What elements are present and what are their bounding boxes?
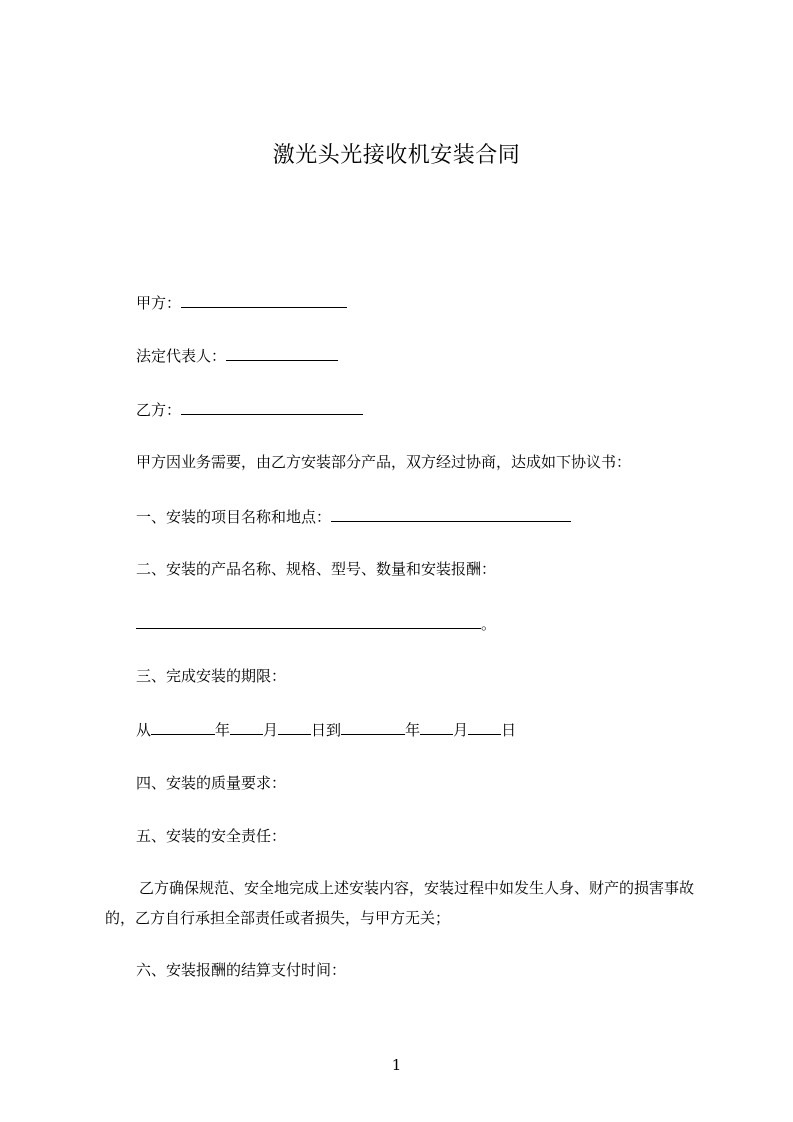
party-a-label: 甲方： [136,294,182,312]
clause-6-heading: 六、安装报酬的结算支付时间： [136,961,347,979]
period-year-2: 年 [405,721,421,739]
period-year-1: 年 [215,721,231,739]
page-number: 1 [391,1056,402,1074]
end-day-blank[interactable] [468,719,501,735]
party-b-line [136,399,363,420]
clause-4-heading: 四、安装的质量要求： [136,774,287,792]
legal-rep-label: 法定代表人： [136,347,227,365]
clause-2-line [136,613,496,634]
end-month-blank[interactable] [420,719,453,735]
period-month-2: 月 [453,721,469,739]
clause-2-blank[interactable] [136,613,481,629]
period-line [136,719,516,740]
period-from: 从 [136,721,152,739]
end-year-blank[interactable] [341,719,405,735]
clause-1-label: 一、安装的项目名称和地点： [136,508,332,526]
contract-title: 激光头光接收机安装合同 [272,143,521,168]
clause-1-blank[interactable] [331,506,571,522]
period-month-1: 月 [263,721,279,739]
start-day-blank[interactable] [278,719,311,735]
legal-rep-line [136,345,338,366]
legal-rep-blank[interactable] [226,345,338,361]
clause-1-line [136,506,571,527]
party-b-label: 乙方： [136,401,182,419]
start-month-blank[interactable] [230,719,263,735]
party-a-blank[interactable] [181,292,347,308]
clause-3-heading: 三、完成安装的期限： [136,667,287,685]
period-day-to: 日到 [311,721,342,739]
party-a-line [136,292,347,313]
clause-5-text: 乙方确保规范、安全地完成上述安装内容，安装过程中如发生人身、财产的损害事故的，乙方自行承担全部责任或者损失，与甲方无关； [105,879,695,927]
clause-2-period: 。 [481,615,497,633]
clause-5-heading: 五、安装的安全责任： [136,827,287,845]
period-day-end: 日 [501,721,517,739]
party-b-blank[interactable] [181,399,363,415]
intro-line: 甲方因业务需要，由乙方安装部分产品，双方经过协商，达成如下协议书： [136,453,632,471]
clause-2-heading: 二、安装的产品名称、规格、型号、数量和安装报酬： [136,560,497,578]
start-year-blank[interactable] [151,719,215,735]
